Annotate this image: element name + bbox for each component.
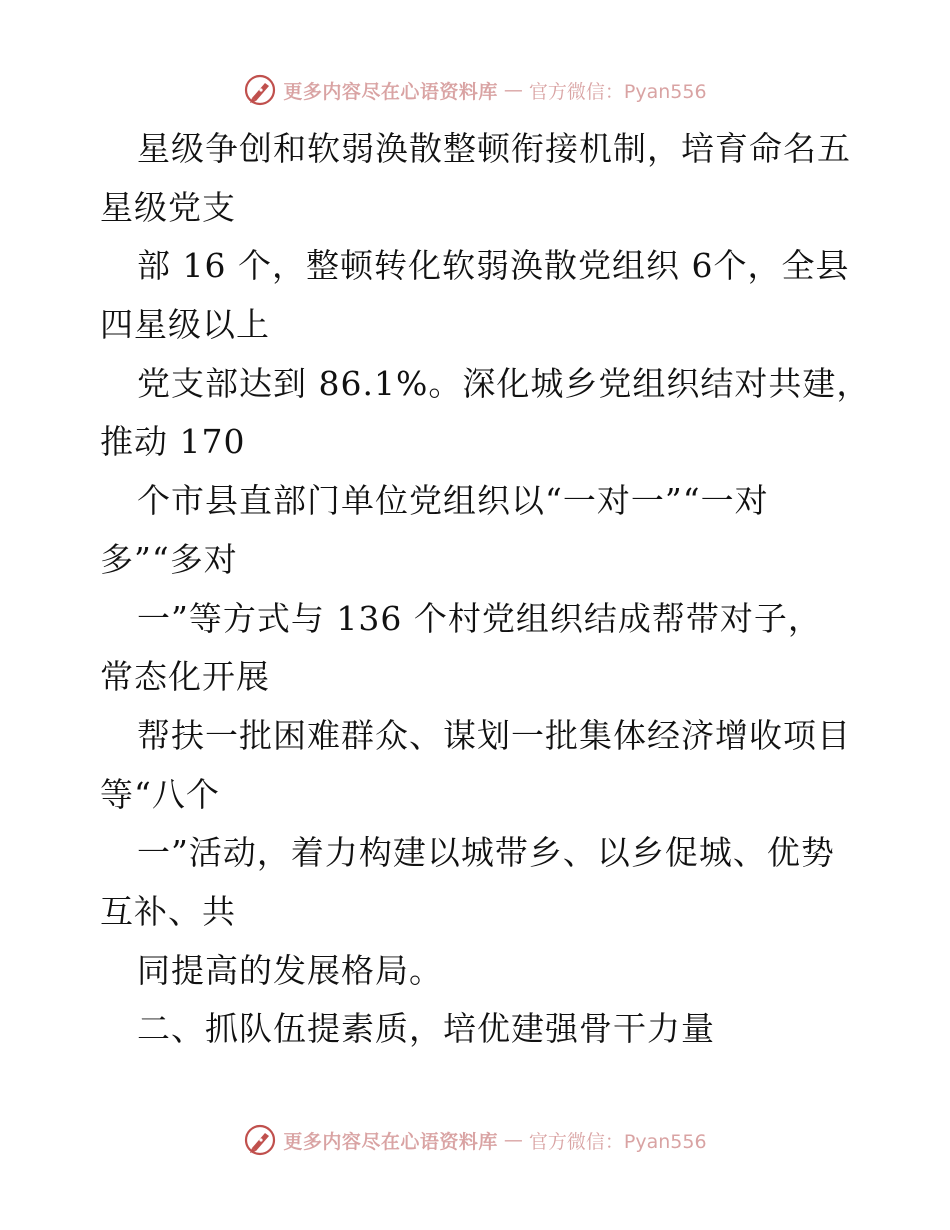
pen-logo-icon: [243, 1123, 277, 1157]
paragraph-line: 常态化开展: [100, 657, 270, 697]
paragraph-line: 等“八个: [100, 774, 220, 814]
watermark-text: 更多内容尽在心语资料库: [283, 80, 498, 103]
section-heading: 二、抓队伍提素质，培优建强骨干力量: [137, 1009, 715, 1049]
paragraph-line: 互补、共: [100, 891, 236, 931]
paragraph-line: 部 16 个，整顿转化软弱涣散党组织 6个，全县: [137, 246, 850, 286]
document-body: [100, 120, 871, 1059]
watermark-text: 更多内容尽在心语资料库: [283, 1130, 498, 1153]
pen-logo-icon: [243, 73, 277, 107]
watermark-wechat: 官方微信：Pyan556: [528, 1130, 707, 1153]
watermark-header: [0, 70, 950, 110]
paragraph-line: 四星级以上: [100, 305, 270, 345]
paragraph-line: 帮扶一批困难群众、谋划一批集体经济增收项目: [137, 715, 851, 755]
paragraph-line: 一”活动，着力构建以城带乡、以乡促城、优势: [137, 833, 835, 873]
paragraph-line: 推动 170: [100, 422, 246, 462]
watermark-separator: —: [503, 1129, 523, 1151]
paragraph-line: 多”“多对: [100, 539, 238, 579]
watermark-footer: [0, 1120, 950, 1160]
paragraph-line: 星级争创和软弱涣散整顿衔接机制，培育命名五: [137, 129, 851, 168]
watermark-wechat: 官方微信：Pyan556: [528, 80, 707, 103]
paragraph-line: 个市县直部门单位党组织以“一对一”“一对: [137, 481, 769, 521]
watermark-separator: —: [503, 79, 523, 101]
paragraph-line: 同提高的发展格局。: [137, 950, 443, 990]
paragraph-line: 党支部达到 86.1%。深化城乡党组织结对共建，: [137, 363, 871, 403]
paragraph-line: 一”等方式与 136 个村党组织结成帮带对子，: [137, 598, 822, 638]
paragraph-line: 星级党支: [100, 187, 236, 227]
